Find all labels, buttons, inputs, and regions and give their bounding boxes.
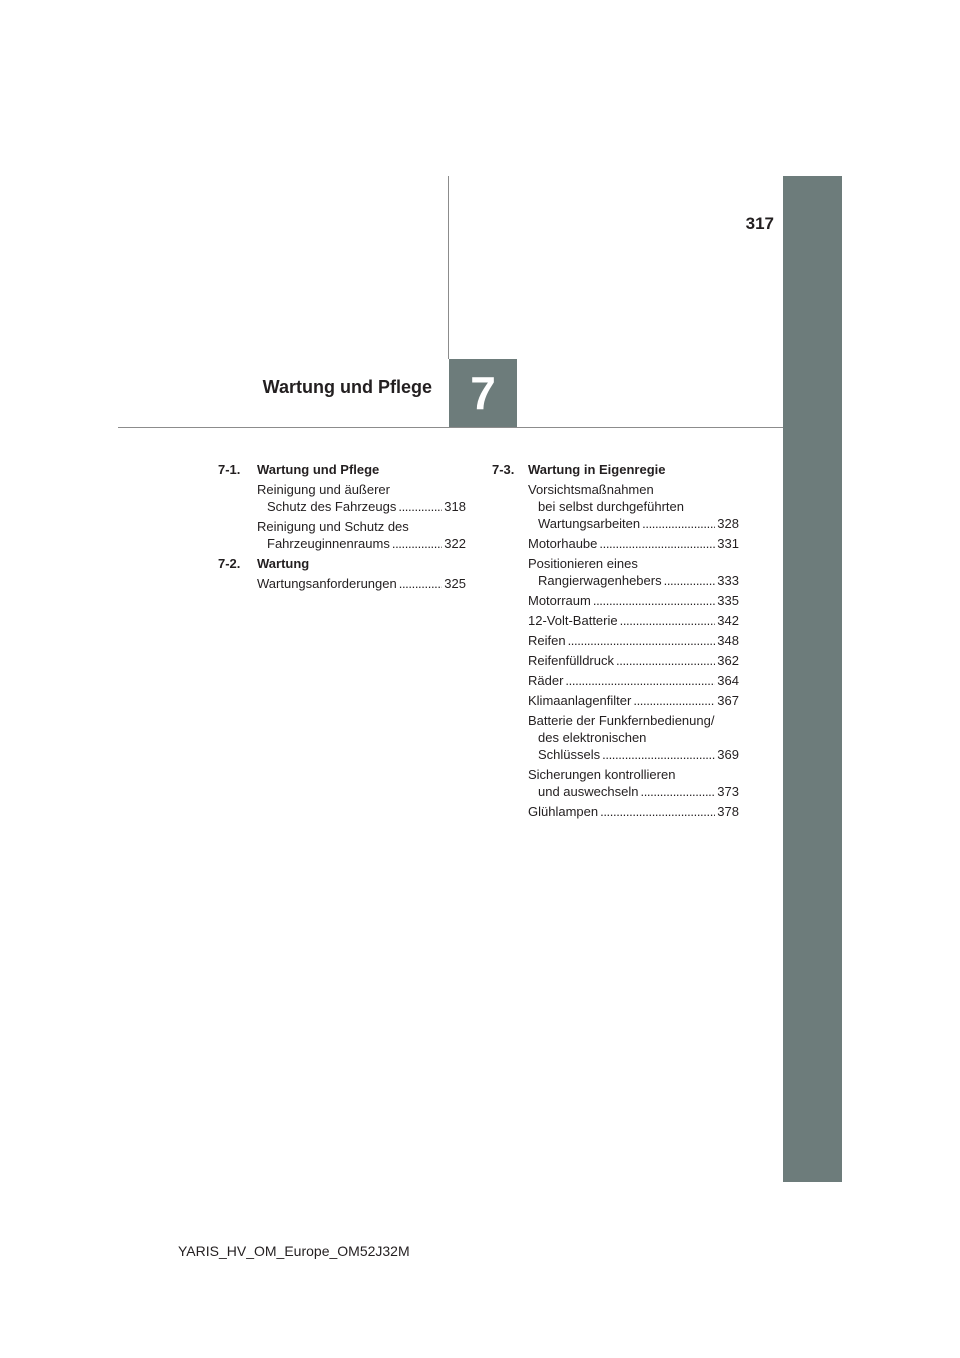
- toc-entry-text: Fahrzeuginnenraums: [267, 536, 390, 551]
- toc-page-number: 322: [444, 536, 466, 551]
- toc-dot-leader: [633, 692, 715, 709]
- toc-entry-text: Vorsichtsmaßnahmen: [528, 482, 654, 497]
- toc-entry[interactable]: [492, 555, 739, 589]
- toc-page-number: 364: [717, 673, 739, 688]
- toc-section-title: Wartung in Eigenregie: [528, 462, 666, 477]
- toc-page-number: 367: [717, 693, 739, 708]
- horizontal-divider: [118, 427, 783, 428]
- vertical-divider: [448, 176, 449, 359]
- toc-entry-text: Glühlampen: [528, 804, 599, 819]
- toc-page-number: 328: [717, 516, 739, 531]
- toc-section: [218, 461, 466, 552]
- toc-entry-text: Reinigung und Schutz des: [257, 519, 409, 534]
- page-number: 317: [745, 214, 774, 233]
- toc-dot-leader: [642, 515, 715, 532]
- toc-entry-text: Räder: [528, 673, 564, 688]
- side-tab: [783, 176, 842, 1182]
- toc-page-number: 348: [717, 633, 739, 648]
- toc-page-number: 335: [717, 593, 739, 608]
- toc-entry-text: Reifen: [528, 633, 566, 648]
- toc-entry-text: Wartungsanforderungen: [257, 576, 397, 591]
- toc-page-number: 331: [717, 536, 739, 551]
- toc-section-number: 7-3.: [492, 462, 515, 477]
- toc-dot-leader: [616, 652, 715, 669]
- toc-section-heading: [218, 555, 466, 572]
- toc-page-number: 369: [717, 747, 739, 762]
- toc-entry[interactable]: [492, 672, 739, 689]
- toc-entry-text: Wartungsarbeiten: [538, 516, 641, 531]
- toc-dot-leader: [640, 783, 715, 800]
- toc-dot-leader: [392, 535, 442, 552]
- toc-entry-text: Positionieren eines: [528, 556, 638, 571]
- toc-page-number: 362: [717, 653, 739, 668]
- toc-dot-leader: [565, 672, 715, 689]
- toc-dot-leader: [620, 612, 716, 629]
- toc-entry-text: 12-Volt-Batterie: [528, 613, 618, 628]
- toc-dot-leader: [399, 575, 443, 592]
- toc-section-title: Wartung: [257, 556, 310, 571]
- toc-section: [492, 461, 739, 820]
- toc-entry-text: Batterie der Funkfernbedienung/: [528, 713, 715, 728]
- toc-page-number: 373: [717, 784, 739, 799]
- toc-entry-text: Reifenfülldruck: [528, 653, 614, 668]
- toc-section-number: 7-2.: [218, 556, 241, 571]
- toc-page-number: 342: [717, 613, 739, 628]
- toc-entry-text: Klimaanlagenfilter: [528, 693, 632, 708]
- toc-dot-leader: [600, 803, 715, 820]
- toc-entry-text: bei selbst durchgeführten: [538, 499, 684, 514]
- chapter-title: Wartung und Pflege: [262, 377, 432, 397]
- toc-entry[interactable]: [218, 481, 466, 515]
- toc-entry[interactable]: [218, 575, 466, 592]
- toc-section-number: 7-1.: [218, 462, 241, 477]
- toc-entry[interactable]: [218, 518, 466, 552]
- toc-entry-text: und auswechseln: [538, 784, 639, 799]
- toc-entry-text: des elektronischen: [538, 730, 647, 745]
- toc-entry[interactable]: [492, 592, 739, 609]
- toc-entry-text: Motorhaube: [528, 536, 598, 551]
- toc-section-title: Wartung und Pflege: [257, 462, 380, 477]
- toc-dot-leader: [599, 535, 715, 552]
- toc-entry[interactable]: [492, 481, 739, 532]
- toc-page-number: 333: [717, 573, 739, 588]
- toc-entry[interactable]: [492, 535, 739, 552]
- toc-page-number: 378: [717, 804, 739, 819]
- toc-section: [218, 555, 466, 592]
- toc-entry-text: Sicherungen kontrollieren: [528, 767, 676, 782]
- toc-entry[interactable]: [492, 632, 739, 649]
- toc-page-number: 318: [444, 499, 466, 514]
- toc-entry-text: Rangierwagenhebers: [538, 573, 662, 588]
- chapter-number: 7: [449, 359, 517, 427]
- toc-entry[interactable]: [492, 692, 739, 709]
- toc-entry-text: Schlüssels: [538, 747, 601, 762]
- footer-document-id: YARIS_HV_OM_Europe_OM52J32M: [178, 1243, 410, 1259]
- toc-dot-leader: [602, 746, 715, 763]
- toc-entry-text: Schutz des Fahrzeugs: [267, 499, 397, 514]
- toc-right-column: [492, 461, 739, 823]
- toc-page-number: 325: [444, 576, 466, 591]
- toc-entry[interactable]: [492, 652, 739, 669]
- toc-dot-leader: [664, 572, 716, 589]
- toc-entry-text: Reinigung und äußerer: [257, 482, 390, 497]
- toc-entry[interactable]: [492, 712, 739, 763]
- toc-dot-leader: [568, 632, 716, 649]
- toc-section-heading: [492, 461, 739, 478]
- toc-dot-leader: [593, 592, 715, 609]
- toc-dot-leader: [398, 498, 442, 515]
- toc-left-column: [218, 461, 466, 595]
- toc-section-heading: [218, 461, 466, 478]
- toc-entry[interactable]: [492, 612, 739, 629]
- toc-entry[interactable]: [492, 766, 739, 800]
- toc-entry-text: Motorraum: [528, 593, 591, 608]
- toc-entry[interactable]: [492, 803, 739, 820]
